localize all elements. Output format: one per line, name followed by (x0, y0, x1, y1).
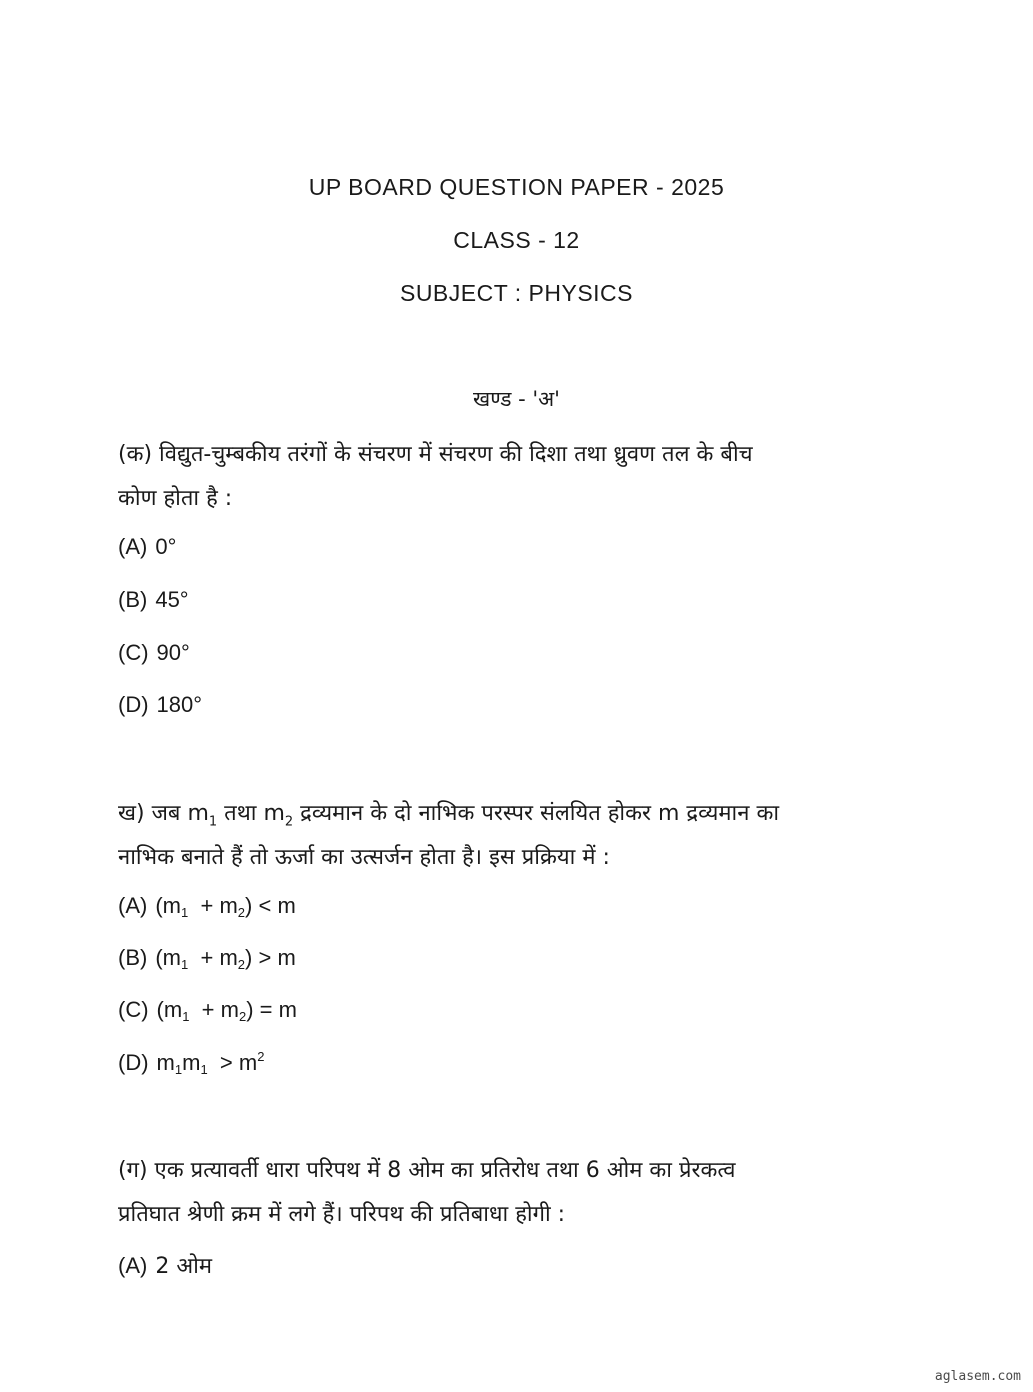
option-value: 2 ओम (155, 1254, 212, 1279)
question-2-option-a: (A) $(m_1 + m_2) < m$ (118, 893, 296, 920)
subject-label: SUBJECT : PHYSICS (399, 280, 634, 306)
option-label: (B) (118, 587, 148, 612)
option-label: (A) (118, 534, 148, 559)
option-label: (A) (118, 1253, 148, 1278)
option-value: 0° (155, 534, 177, 559)
question-3-text-line-2: प्रतिघात श्रेणी क्रम में लगे हैं। परिपथ की प्रतिबाधा होगी : (118, 1202, 566, 1227)
option-value: 180° (156, 692, 203, 717)
question-2-option-c: (C) $(m_1 + m_2) = m$ (118, 997, 297, 1024)
option-label: (C) (118, 640, 149, 665)
question-3-option-a (118, 1250, 212, 1280)
question-1-option-d (118, 692, 202, 718)
question-2-text-line-1: ख) जब $m_1$ तथा $m_2$ द्रव्यमान के दो नाभिक परस्पर संलयित होकर m द्रव्यमान का (118, 801, 780, 830)
paper-title: UP BOARD QUESTION PAPER - 2025 (308, 174, 725, 200)
question-2-text-line-2: नाभिक बनाते हैं तो ऊर्जा का उत्सर्जन होता है। इस प्रक्रिया में : (118, 845, 610, 870)
option-value: 90° (156, 640, 190, 665)
question-1-option-c (118, 640, 190, 666)
question-3-text-line-1: (ग) एक प्रत्यावर्ती धारा परिपथ में 8 ओम का प्रतिरोध तथा 6 ओम का प्रेरकत्व (118, 1158, 736, 1183)
question-1-text-line-2: कोण होता है : (118, 486, 233, 511)
question-1-text-line-1: (क) विद्युत-चुम्बकीय तरंगों के संचरण में संचरण की दिशा तथा ध्रुवण तल के बीच (118, 442, 753, 467)
option-label: (D) (118, 692, 149, 717)
question-2-option-b: (B) $(m_1 + m_2) > m$ (118, 945, 296, 972)
option-value: 45° (155, 587, 189, 612)
question-1-option-b (118, 587, 189, 613)
question-1-option-a (118, 534, 176, 560)
section-title: खण्ड - 'अ' (473, 387, 560, 411)
watermark: aglasem.com (934, 1369, 1021, 1384)
class-label: CLASS - 12 (453, 227, 580, 253)
question-2-option-d: (D) $m_1m_1 > m^2$ (118, 1049, 265, 1077)
